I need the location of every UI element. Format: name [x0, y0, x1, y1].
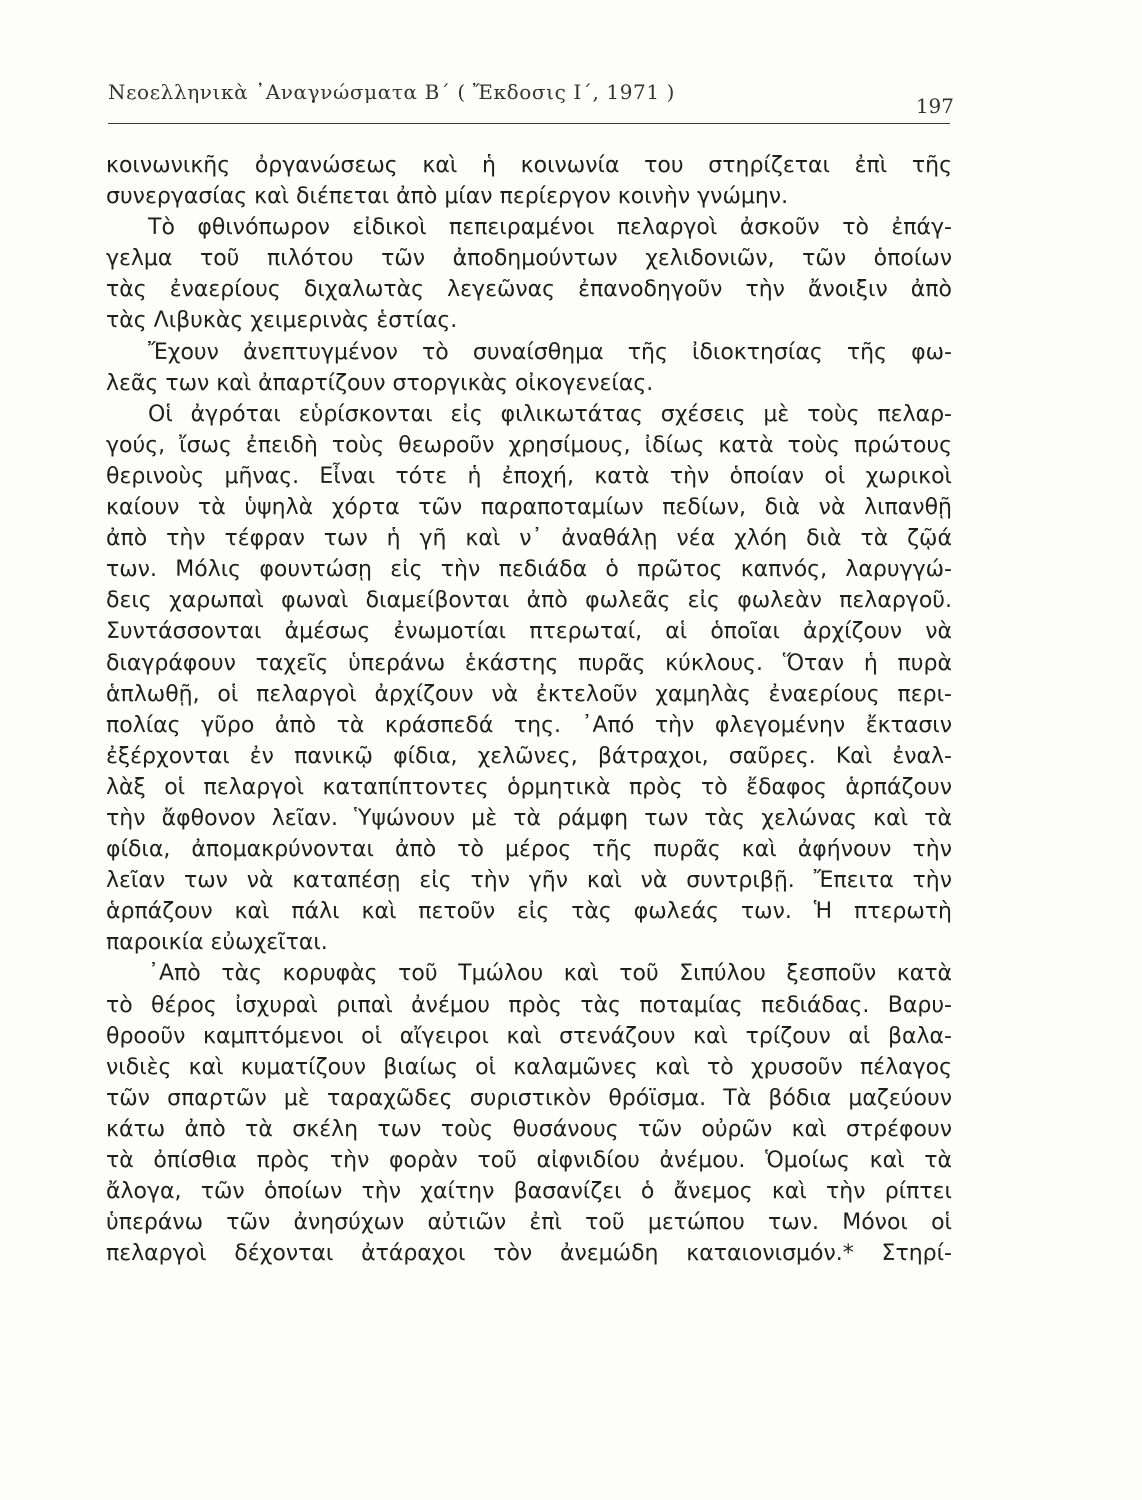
text-line: τὰς ἐναερίους διχαλωτὰς λεγεῶνας ἐπανοδηγοῦν τὴν ἄνοιξιν ἀπὸ — [106, 277, 952, 303]
text-line: ἁπλωθῇ, οἱ πελαργοὶ ἀρχίζουν νὰ ἐκτελοῦν χαμηλὰς ἐναερίους περι- — [106, 681, 952, 707]
text-line: θροοῦν καμπτόμενοι οἱ αἴγειροι καὶ στενάζουν καὶ τρίζουν αἱ βαλα- — [106, 1023, 952, 1049]
text-line: πελαργοὶ δέχονται ἀτάραχοι τὸν ἀνεμώδη καταιονισμόν.* Στηρί- — [106, 1241, 952, 1267]
text-line: ὑπεράνω τῶν ἀνησύχων αὐτιῶν ἐπὶ τοῦ μετώπου των. Μόνοι οἱ — [106, 1210, 952, 1236]
text-line: κοινωνικῆς ὀργανώσεως καὶ ἡ κοινωνία του στηρίζεται ἐπὶ τῆς — [106, 153, 952, 178]
text-line: λὰξ οἱ πελαργοὶ καταπίπτοντες ὁρμητικὰ πρὸς τὸ ἔδαφος ἁρπάζουν — [106, 774, 952, 800]
text-line: τῶν σπαρτῶν μὲ ταραχῶδες συριστικὸν θρόϊσμα. Τὰ βόδια μαζεύουν — [106, 1085, 952, 1111]
text-line: δεις χαρωπαὶ φωναὶ διαμείβονται ἀπὸ φωλεᾶς εἰς φωλεὰν πελαργοῦ. — [106, 588, 952, 614]
text-line: Συντάσσονται ἀμέσως ἐνωμοτίαι πτερωταί, αἱ ὁποῖαι ἀρχίζουν νὰ — [106, 619, 952, 645]
text-line: τὸ θέρος ἰσχυραὶ ριπαὶ ἀνέμου πρὸς τὰς ποταμίας πεδιάδας. Βαρυ- — [106, 992, 952, 1018]
text-line: ἀπὸ τὴν τέφραν των ἡ γῆ καὶ ν᾿ ἀναθάλῃ νέα χλόη διὰ τὰ ζῷά — [106, 526, 952, 552]
text-line: τὰς Λιβυκὰς χειμερινὰς ἑστίας. — [106, 308, 458, 334]
text-line: τὴν ἄφθονον λεῖαν. Ὑψώνουν μὲ τὰ ράμφη των τὰς χελώνας καὶ τὰ — [106, 805, 952, 831]
body-text — [106, 150, 952, 1269]
running-head: Νεοελληνικὰ ᾿Αναγνώσματα Β΄ ( Ἔκδοσις Ι΄, 1971 ) — [108, 80, 676, 104]
text-line: νιδιὲς καὶ κυματίζουν βιαίως οἱ καλαμῶνες καὶ τὸ χρυσοῦν πέλαγος — [106, 1054, 952, 1080]
header-rule — [108, 123, 950, 124]
text-line: Οἱ ἀγρόται εὑρίσκονται εἰς φιλικωτάτας σχέσεις μὲ τοὺς πελαρ- — [148, 401, 952, 427]
text-line: φίδια, ἀπομακρύνονται ἀπὸ τὸ μέρος τῆς πυρᾶς καὶ ἀφήνουν τὴν — [106, 837, 952, 863]
text-line: τὰ ὀπίσθια πρὸς τὴν φορὰν τοῦ αἰφνιδίου ἀνέμου. Ὁμοίως καὶ τὰ — [106, 1148, 952, 1173]
text-line: λεᾶς των καὶ ἀπαρτίζουν στοργικὰς οἰκογενείας. — [106, 370, 654, 396]
text-line: διαγράφουν ταχεῖς ὑπεράνω ἑκάστης πυρᾶς κύκλους. Ὅταν ἡ πυρὰ — [106, 650, 952, 676]
text-line: κάτω ἀπὸ τὰ σκέλη των τοὺς θυσάνους τῶν οὐρῶν καὶ στρέφουν — [106, 1116, 952, 1142]
text-line: ᾿Απὸ τὰς κορυφὰς τοῦ Τμώλου καὶ τοῦ Σιπύλου ξεσποῦν κατὰ — [148, 961, 952, 987]
text-line: θερινοὺς μῆνας. Εἶναι τότε ἡ ἐποχή, κατὰ τὴν ὁποίαν οἱ χωρικοὶ — [106, 463, 952, 489]
text-line: καίουν τὰ ὑψηλὰ χόρτα τῶν παραποταμίων πεδίων, διὰ νὰ λιπανθῇ — [106, 495, 952, 521]
text-line: ἐξέρχονται ἐν πανικῷ φίδια, χελῶνες, βάτραχοι, σαῦρες. Καὶ ἐναλ- — [106, 743, 952, 769]
text-line: παροικία εὐωχεῖται. — [106, 930, 328, 956]
text-line: λεῖαν των νὰ καταπέσῃ εἰς τὴν γῆν καὶ νὰ συντριβῇ. Ἔπειτα τὴν — [106, 868, 952, 894]
text-line: συνεργασίας καὶ διέπεται ἀπὸ μίαν περίεργον κοινὴν γνώμην. — [106, 184, 789, 210]
text-line: των. Μόλις φουντώσῃ εἰς τὴν πεδιάδα ὁ πρῶτος καπνός, λαρυγγώ- — [106, 557, 952, 583]
text-line: ἁρπάζουν καὶ πάλι καὶ πετοῦν εἰς τὰς φωλεάς των. Ἡ πτερωτὴ — [106, 899, 952, 925]
page-number: 197 — [915, 94, 954, 118]
text-line: γελμα τοῦ πιλότου τῶν ἀποδημούντων χελιδονιῶν, τῶν ὁποίων — [106, 246, 952, 272]
text-line: γούς, ἴσως ἐπειδὴ τοὺς θεωροῦν χρησίμους, ἰδίως κατὰ τοὺς πρώτους — [106, 432, 952, 458]
text-line: ἄλογα, τῶν ὁποίων τὴν χαίτην βασανίζει ὁ ἄνεμος καὶ τὴν ρίπτει — [106, 1179, 952, 1205]
text-line: Ἔχουν ἀνεπτυγμένον τὸ συναίσθημα τῆς ἰδιοκτησίας τῆς φω- — [148, 339, 952, 365]
text-line: Τὸ φθινόπωρον εἰδικοὶ πεπειραμένοι πελαργοὶ ἀσκοῦν τὸ ἐπάγ- — [148, 215, 952, 241]
text-line: πολίας γῦρο ἀπὸ τὰ κράσπεδά της. ᾿Από τὴν φλεγομένην ἔκτασιν — [106, 712, 952, 738]
